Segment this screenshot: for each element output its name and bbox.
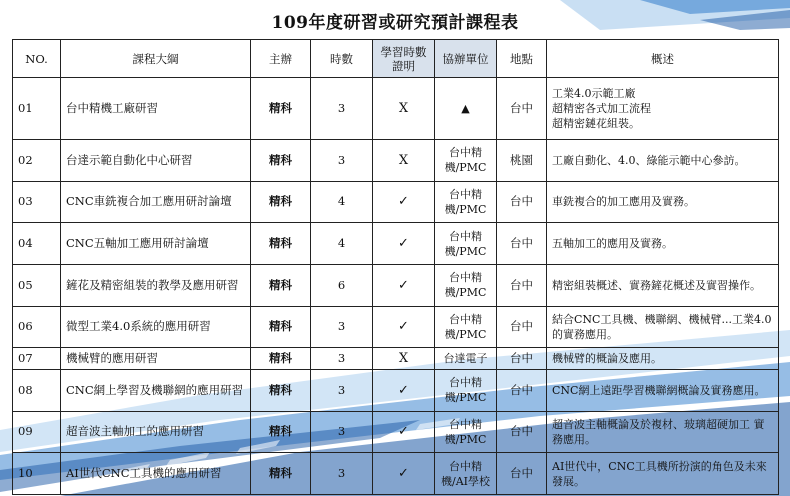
cell-no: 09 bbox=[13, 411, 61, 453]
cell-host: 精科 bbox=[251, 453, 311, 495]
cell-cert: X bbox=[373, 78, 435, 140]
cell-location: 台中 bbox=[497, 411, 547, 453]
cell-hours: 3 bbox=[311, 411, 373, 453]
cell-description: 結合CNC工具機、機聯網、機械臂...工業4.0的實務應用。 bbox=[547, 306, 779, 348]
cell-hours: 3 bbox=[311, 369, 373, 411]
cell-host: 精科 bbox=[251, 78, 311, 140]
cell-hours: 3 bbox=[311, 306, 373, 348]
cell-cert: ✓ bbox=[373, 453, 435, 495]
cell-description: 工業4.0示範工廠 超精密各式加工流程 超精密鏈花組裝。 bbox=[547, 78, 779, 140]
cell-course-title: CNC五軸加工應用研討論壇 bbox=[61, 223, 251, 265]
cell-course-title: CNC車銑複合加工應用研討論壇 bbox=[61, 181, 251, 223]
cell-host: 精科 bbox=[251, 348, 311, 370]
cell-location: 台中 bbox=[497, 181, 547, 223]
cell-partner: 台中精機/AI學校 bbox=[435, 453, 497, 495]
cell-cert: ✓ bbox=[373, 369, 435, 411]
cell-host: 精科 bbox=[251, 369, 311, 411]
cell-location: 台中 bbox=[497, 348, 547, 370]
cell-partner: 台中精機/PMC bbox=[435, 181, 497, 223]
cell-course-title: 鏟花及精密組裝的教學及應用研習 bbox=[61, 264, 251, 306]
table-row bbox=[13, 139, 779, 181]
cell-partner: 台中精機/PMC bbox=[435, 223, 497, 265]
cell-cert: ✓ bbox=[373, 223, 435, 265]
cell-hours: 6 bbox=[311, 264, 373, 306]
table-row bbox=[13, 181, 779, 223]
cell-hours: 4 bbox=[311, 181, 373, 223]
cell-no: 06 bbox=[13, 306, 61, 348]
cell-partner: 台中精機/PMC bbox=[435, 306, 497, 348]
header-title: 課程大綱 bbox=[61, 40, 251, 78]
course-table bbox=[12, 39, 779, 495]
cell-partner: ▲ bbox=[435, 78, 497, 140]
header-host: 主辦 bbox=[251, 40, 311, 78]
header-location: 地點 bbox=[497, 40, 547, 78]
cell-location: 台中 bbox=[497, 78, 547, 140]
cell-host: 精科 bbox=[251, 181, 311, 223]
header-no: NO. bbox=[13, 40, 61, 78]
cell-description: 工廠自動化、4.0、綠能示範中心參訪。 bbox=[547, 139, 779, 181]
cell-host: 精科 bbox=[251, 139, 311, 181]
table-row bbox=[13, 264, 779, 306]
header-hours: 時數 bbox=[311, 40, 373, 78]
cell-cert: ✓ bbox=[373, 306, 435, 348]
header-cert: 學習時數證明 bbox=[373, 40, 435, 78]
cell-cert: X bbox=[373, 348, 435, 370]
header-desc: 概述 bbox=[547, 40, 779, 78]
cell-course-title: 微型工業4.0系統的應用研習 bbox=[61, 306, 251, 348]
cell-partner: 台中精機/PMC bbox=[435, 369, 497, 411]
cell-no: 10 bbox=[13, 453, 61, 495]
cell-location: 台中 bbox=[497, 264, 547, 306]
cell-course-title: 台達示範自動化中心研習 bbox=[61, 139, 251, 181]
cell-partner: 台達電子 bbox=[435, 348, 497, 370]
cell-partner: 台中精機/PMC bbox=[435, 411, 497, 453]
cell-course-title: 機械臂的應用研習 bbox=[61, 348, 251, 370]
cell-description: 超音波主軸概論及於複材、玻璃超硬加工 實務應用。 bbox=[547, 411, 779, 453]
table-row bbox=[13, 306, 779, 348]
cell-host: 精科 bbox=[251, 306, 311, 348]
cell-location: 台中 bbox=[497, 453, 547, 495]
table-row bbox=[13, 348, 779, 370]
cell-cert: X bbox=[373, 139, 435, 181]
table-row bbox=[13, 453, 779, 495]
cell-no: 05 bbox=[13, 264, 61, 306]
cell-description: AI世代中，CNC工具機所扮演的角色及未來發展。 bbox=[547, 453, 779, 495]
cell-hours: 3 bbox=[311, 453, 373, 495]
table-row bbox=[13, 411, 779, 453]
cell-no: 02 bbox=[13, 139, 61, 181]
cell-description: 車銑複合的加工應用及實務。 bbox=[547, 181, 779, 223]
cell-partner: 台中精機/PMC bbox=[435, 264, 497, 306]
cell-hours: 4 bbox=[311, 223, 373, 265]
cell-hours: 3 bbox=[311, 78, 373, 140]
cell-no: 03 bbox=[13, 181, 61, 223]
cell-cert: ✓ bbox=[373, 411, 435, 453]
cell-course-title: 台中精機工廠研習 bbox=[61, 78, 251, 140]
table-header-row bbox=[13, 40, 779, 78]
cell-cert: ✓ bbox=[373, 264, 435, 306]
cell-host: 精科 bbox=[251, 411, 311, 453]
cell-course-title: CNC網上學習及機聯網的應用研習 bbox=[61, 369, 251, 411]
cell-no: 07 bbox=[13, 348, 61, 370]
cell-location: 台中 bbox=[497, 369, 547, 411]
cell-hours: 3 bbox=[311, 139, 373, 181]
cell-no: 01 bbox=[13, 78, 61, 140]
cell-host: 精科 bbox=[251, 223, 311, 265]
cell-description: 精密組裝概述、實務鏟花概述及實習操作。 bbox=[547, 264, 779, 306]
table-row bbox=[13, 223, 779, 265]
cell-cert: ✓ bbox=[373, 181, 435, 223]
cell-course-title: 超音波主軸加工的應用研習 bbox=[61, 411, 251, 453]
cell-course-title: AI世代CNC工具機的應用研習 bbox=[61, 453, 251, 495]
cell-location: 台中 bbox=[497, 306, 547, 348]
table-row bbox=[13, 369, 779, 411]
cell-no: 08 bbox=[13, 369, 61, 411]
cell-description: 機械臂的概論及應用。 bbox=[547, 348, 779, 370]
cell-hours: 3 bbox=[311, 348, 373, 370]
cell-no: 04 bbox=[13, 223, 61, 265]
header-partner: 協辦單位 bbox=[435, 40, 497, 78]
table-row bbox=[13, 78, 779, 140]
cell-location: 桃園 bbox=[497, 139, 547, 181]
cell-location: 台中 bbox=[497, 223, 547, 265]
cell-description: 五軸加工的應用及實務。 bbox=[547, 223, 779, 265]
cell-partner: 台中精機/PMC bbox=[435, 139, 497, 181]
cell-host: 精科 bbox=[251, 264, 311, 306]
page-title: 109年度研習或研究預計課程表 bbox=[271, 13, 519, 33]
cell-description: CNC網上遠距學習機聯網概論及實務應用。 bbox=[547, 369, 779, 411]
